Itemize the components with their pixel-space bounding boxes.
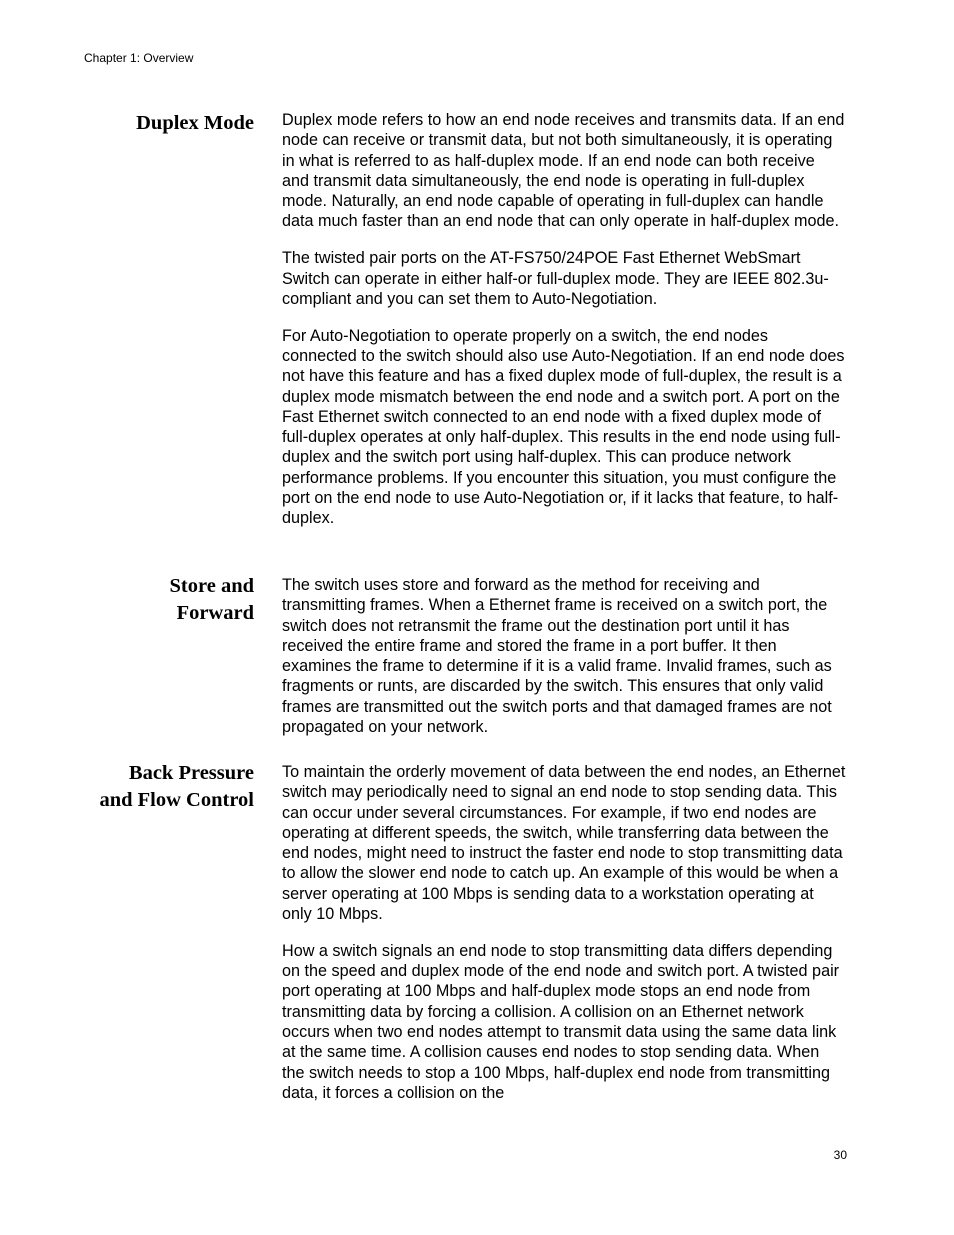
paragraph: For Auto-Negotiation to operate properly on a switch, the end nodes connected to the switch should also use Auto-Negotiation. If an end node does not have this feature and has a fixed duplex mode of full-duplex, the result is a duplex mode mismatch between the end node and a switch port. A port on the Fast Ethernet switch connected to an end node with a fixed duplex mode of full-duplex operates at only half-duplex. This results in the end node using full-duplex and the switch port using half-duplex. This can produce network performance problems. If you encounter this situation, you must configure the port on the end node to use Auto-Negotiation or, if it lacks that feature, to half-duplex. — [282, 326, 845, 528]
section-title — [34, 573, 254, 626]
section-title — [34, 110, 254, 137]
paragraph: To maintain the orderly movement of data between the end nodes, an Ethernet switch may periodically need to signal an end node to stop sending data. This can occur under several circumstances. For example, if two end nodes are operating at different speeds, the switch, while transferring data between the end nodes, might need to instruct the faster end node to stop transmitting data to allow the slower end node to catch up. An example of this would be when a server operating at 100 Mbps is sending data to a workstation operating at only 10 Mbps. — [282, 763, 846, 924]
section-title-line: Duplex Mode — [136, 112, 254, 134]
section-title-line: and Flow Control — [99, 788, 254, 811]
section-title-line: Forward — [176, 601, 254, 624]
paragraph: Duplex mode refers to how an end node receives and transmits data. If an end node can receive or transmit data, but not both simultaneously, it is operating in what is referred to as half-duplex mode. If an end node can both receive and transmit data simultaneously, the end node is operating in full-duplex mode. Naturally, an end node capable of operating in full-duplex can handle data much faster than an end node that can only operate in half-duplex mode. — [282, 111, 845, 231]
section-title-line: Back Pressure — [128, 762, 254, 784]
section-title-line: Store and — [169, 575, 254, 597]
page-header: Chapter 1: Overview — [84, 51, 194, 65]
paragraph: The switch uses store and forward as the method for receiving and transmitting frames. When a Ethernet frame is received on a switch port, the switch does not retransmit the frame out the destination port until it has received the entire frame and stored the frame in a port buffer. It then examines the frame to determine if it is a valid frame. Invalid frames, such as fragments or runts, are discarded by the switch. This ensures that only valid frames are transmitted out the switch ports and that damaged frames are not propagated on your network. — [282, 576, 832, 737]
page-number: 30 — [833, 1148, 847, 1162]
section-body — [282, 110, 846, 545]
section-title — [34, 760, 254, 813]
paragraph: How a switch signals an end node to stop transmitting data differs depending on the speed and duplex mode of the end node and switch port. A twisted pair port operating at 100 Mbps and half-duplex mode stops an end node from transmitting data by forcing a collision. A collision on an Ethernet network occurs when two end nodes attempt to transmit data using the same data link at the same time. A collision causes end nodes to stop sending data. When the switch needs to stop a 100 Mbps, half-duplex end node from transmitting data, it forces a collision on the — [282, 941, 840, 1102]
section-body — [282, 762, 846, 1120]
paragraph: The twisted pair ports on the AT-FS750/24POE Fast Ethernet WebSmart Switch can operate in either half-or full-duplex mode. They are IEEE 802.3u-compliant and you can set them to Auto-Negotiation. — [282, 249, 829, 308]
section-body — [282, 575, 846, 754]
